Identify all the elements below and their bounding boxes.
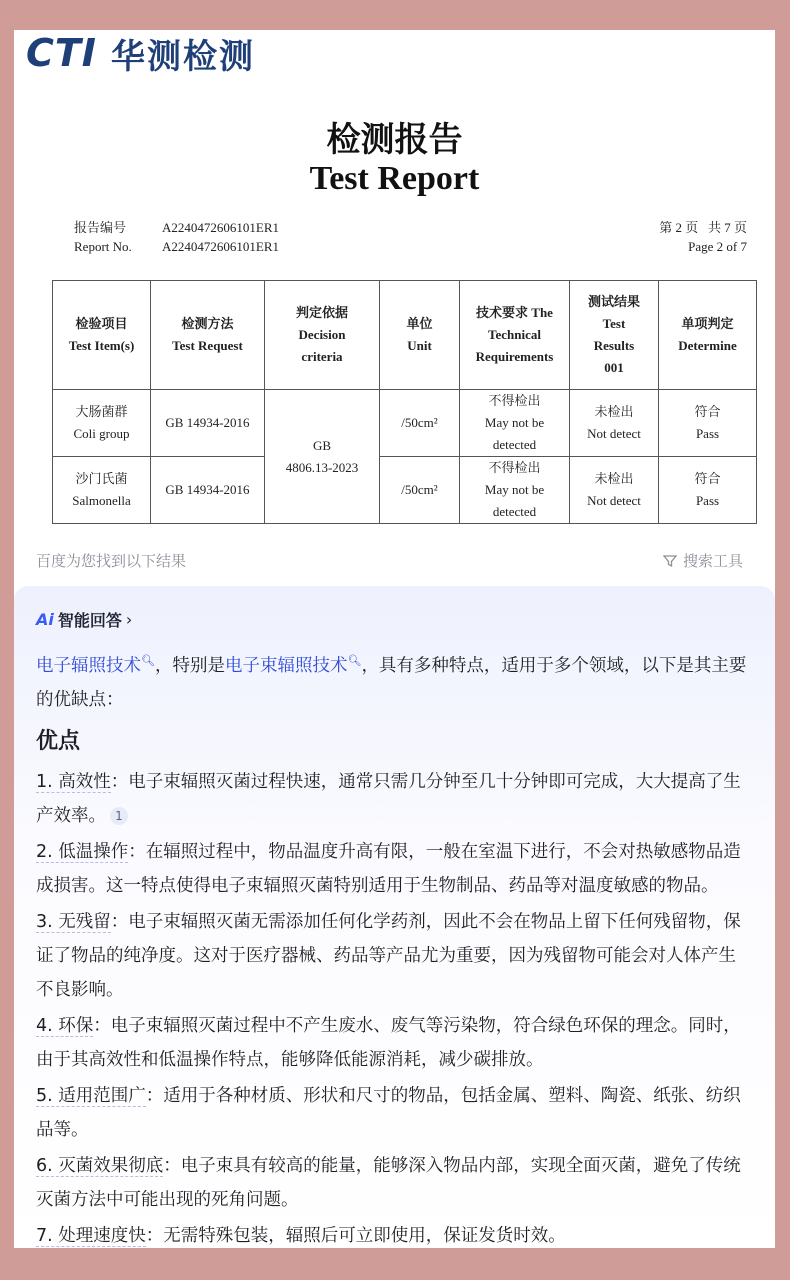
table-header-row <box>53 281 757 390</box>
cell-result: 未检出 Not detect <box>570 390 659 457</box>
logo-brand: CTI <box>26 31 97 75</box>
page-sheet <box>14 30 775 1248</box>
ai-answer-body <box>36 644 748 1248</box>
report-title-cn: 检测报告 <box>326 120 463 160</box>
cell-result: 未检出 Not detect <box>570 457 659 524</box>
cell-unit: /50cm² <box>380 457 460 524</box>
list-item: 7. 处理速度快：无需特殊包装，辐照后可立即使用，保证发货时效。 <box>36 1225 566 1246</box>
section-title: 优点 <box>36 728 81 754</box>
cell-determine: 符合 Pass <box>659 390 757 457</box>
header-test-request: 检测方法 Test Request <box>151 281 265 390</box>
ai-intro: 电子辐照技术🔍︎，特别是电子束辐照技术🔍︎，具有多种特点，适用于多个领域，以下是其主要的优缺点： <box>36 654 747 710</box>
ai-logo-icon: Ai <box>36 610 54 629</box>
table-row <box>53 457 757 524</box>
list-item: 5. 适用范围广：适用于各种材质、形状和尺寸的物品，包括金属、塑料、陶瓷、纸张、纺织品等。 <box>36 1085 741 1140</box>
header-determine: 单项判定 Determine <box>659 281 757 390</box>
cell-method: GB 14934-2016 <box>151 457 265 524</box>
report-no-value-2: A2240472606101ER1 <box>162 239 279 254</box>
header-test-item: 检验项目 Test Item(s) <box>53 281 151 390</box>
table-row <box>53 390 757 457</box>
report-no-value: A2240472606101ER1 <box>162 220 279 235</box>
ai-answer-panel <box>14 586 775 1248</box>
cell-requirement: 不得检出 May not be detected <box>460 390 570 457</box>
page-number-cn: 第 2 页 共 7 页 <box>659 220 747 235</box>
header-test-results: 测试结果 Test Results 001 <box>570 281 659 390</box>
ai-answer-title: 智能回答 <box>57 611 122 630</box>
page-number-block <box>659 218 747 256</box>
cti-logo <box>26 31 255 77</box>
report-no-label-en: Report No. <box>74 239 132 254</box>
link-electron-beam[interactable]: 电子束辐照技术 <box>224 655 348 676</box>
list-item: 1. 高效性：电子束辐照灭菌过程快速，通常只需几分钟至几十分钟即可完成，大大提高了生产效率。 1 <box>36 771 741 826</box>
citation-badge[interactable]: 1 <box>110 807 128 825</box>
search-tools-button[interactable] <box>663 550 743 571</box>
search-tools-label: 搜索工具 <box>682 552 743 570</box>
logo-name: 华测检测 <box>110 36 255 77</box>
report-number-block <box>74 218 279 256</box>
link-electron-irradiation[interactable]: 电子辐照技术 <box>36 655 141 676</box>
cell-method: GB 14934-2016 <box>151 390 265 457</box>
filter-icon <box>663 554 677 568</box>
test-results-table <box>52 280 757 524</box>
list-item: 2. 低温操作：在辐照过程中，物品温度升高有限，一般在室温下进行，不会对热敏感物品造成损害。这一特点使得电子束辐照灭菌特别适用于生物制品、药品等对温度敏感的物品。 <box>36 841 741 896</box>
header-unit: 单位 Unit <box>380 281 460 390</box>
search-icon[interactable]: 🔍︎ <box>141 654 155 667</box>
cell-item: 沙门氏菌 Salmonella <box>53 457 151 524</box>
cell-unit: /50cm² <box>380 390 460 457</box>
cell-item: 大肠菌群 Coli group <box>53 390 151 457</box>
cell-determine: 符合 Pass <box>659 457 757 524</box>
list-item: 3. 无残留：电子束辐照灭菌无需添加任何化学药剂，因此不会在物品上留下任何残留物，保证了物品的纯净度。这对于医疗器械、药品等产品尤为重要，因为残留物可能会对人体产生不良影响。 <box>36 911 741 1000</box>
search-result-count: 百度为您找到以下结果 <box>36 552 187 570</box>
report-title-en: Test Report <box>309 160 480 197</box>
search-icon[interactable]: 🔍︎ <box>347 654 362 667</box>
list-item: 4. 环保：电子束辐照灭菌过程中不产生废水、废气等污染物，符合绿色环保的理念。同时，由于其高效性和低温操作特点，能够降低能源消耗，减少碳排放。 <box>36 1015 741 1070</box>
chevron-right-icon: › <box>125 610 133 629</box>
cell-criteria: GB 4806.13-2023 <box>265 390 380 524</box>
cell-requirement: 不得检出 May not be detected <box>460 457 570 524</box>
report-no-label-cn: 报告编号 <box>74 220 127 235</box>
header-technical-requirements: 技术要求 The Technical Requirements <box>460 281 570 390</box>
page-number-en: Page 2 of 7 <box>688 239 747 254</box>
header-decision-criteria: 判定依据 Decision criteria <box>265 281 380 390</box>
list-item: 6. 灭菌效果彻底：电子束具有较高的能量，能够深入物品内部，实现全面灭菌，避免了传统灭菌方法中可能出现的死角问题。 <box>36 1155 741 1210</box>
ai-answer-header[interactable] <box>36 608 132 631</box>
